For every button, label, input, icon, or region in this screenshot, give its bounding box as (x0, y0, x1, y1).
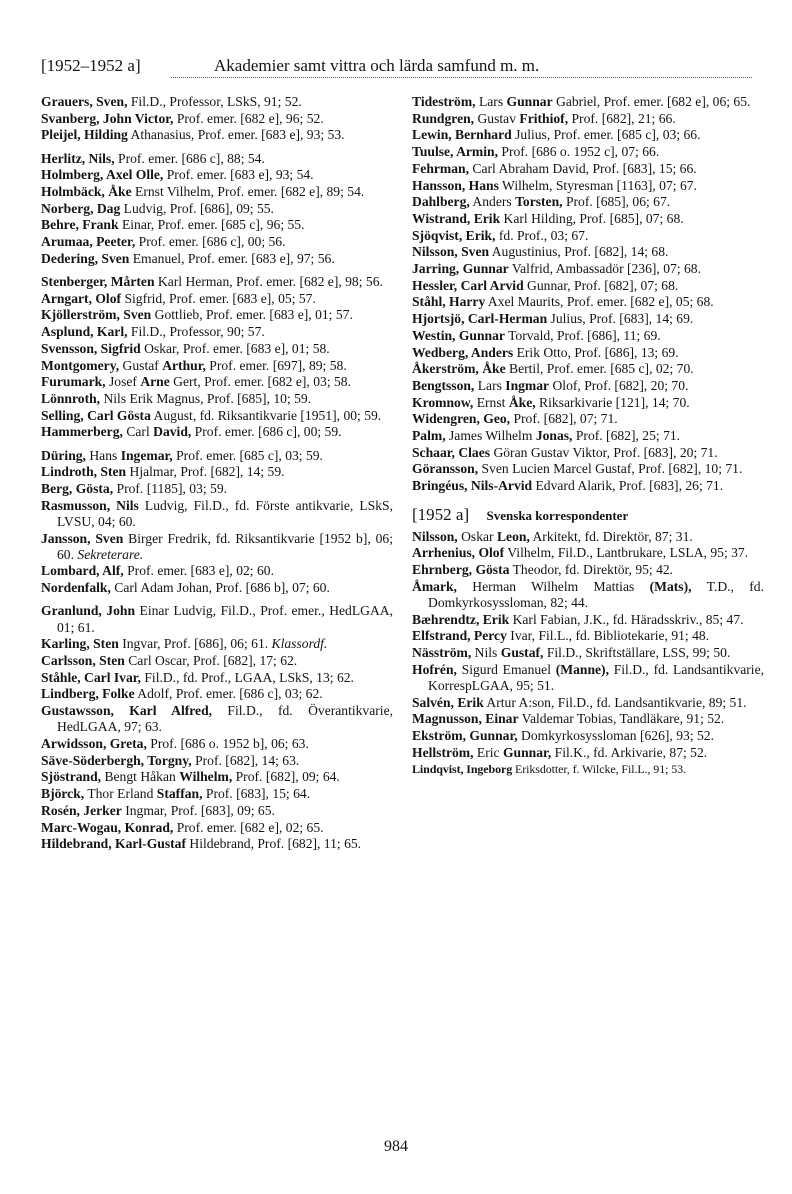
entry-details: Eric (473, 744, 503, 760)
entry-name: Åkerström, Åke (412, 361, 506, 377)
entry-details: Fil.D., Professor, 90; 57. (127, 324, 265, 340)
entry-details: Ingvar, Prof. [686], 06; 61. (118, 636, 272, 652)
entry-name: Ehrnberg, Gösta (412, 561, 510, 577)
entry-details: Hildebrand, Prof. [682], 11; 65. (186, 836, 362, 852)
list-item (41, 820, 393, 836)
header-range: [1952–1952 a] (41, 56, 141, 75)
list-item (41, 636, 393, 652)
entry-name: Bæhrendtz, Erik (412, 611, 510, 627)
entry-name: Herlitz, Nils, (41, 150, 115, 166)
entry-name: Åke, (508, 394, 536, 410)
entry-details: Prof. emer. [686 c], 00; 59. (191, 424, 342, 440)
list-item (412, 178, 764, 194)
entry-details: Ivar, Fil.L., fd. Bibliotekarie, 91; 48. (506, 628, 710, 644)
entry-details: Carl Abraham David, Prof. [683], 15; 66. (469, 160, 697, 176)
entry-details: Nils Erik Magnus, Prof. [685], 10; 59. (100, 390, 312, 406)
list-item (412, 529, 764, 545)
entry-details: Thor Erland (84, 786, 157, 802)
entry-name: Hildebrand, Karl-Gustaf (41, 836, 187, 852)
entry-details: Nils (471, 645, 501, 660)
entry-role: Klassordf. (271, 636, 328, 652)
entry-name: Schaar, Claes (412, 444, 491, 460)
entry-details: Gabriel, Prof. emer. [682 e], 06; 65. (552, 94, 751, 109)
entry-details: James Wilhelm (445, 428, 536, 444)
list-item (41, 184, 393, 200)
list-item (412, 662, 764, 694)
entry-name: Wilhelm, (179, 769, 233, 785)
entry-name: Westin, Gunnar (412, 327, 505, 343)
right-column-entries (412, 94, 764, 494)
entry-name: Nilsson, (412, 528, 458, 544)
entry-details: Athanasius, Prof. emer. [683 e], 93; 53. (127, 127, 345, 143)
entry-details: Augustinius, Prof. [682], 14; 68. (489, 244, 669, 260)
list-item (412, 395, 764, 411)
entry-name: Arngart, Olof (41, 290, 122, 306)
list-item (412, 345, 764, 361)
list-item (412, 228, 764, 244)
entry-name: Säve-Söderbergh, Torgny, (41, 752, 192, 768)
entry-details: Gert, Prof. emer. [682 e], 03; 58. (169, 374, 351, 390)
entry-name: Lönnroth, (41, 390, 101, 406)
entry-details: Axel Maurits, Prof. emer. [682 e], 05; 68. (485, 294, 714, 310)
list-item (412, 194, 764, 210)
list-item (412, 579, 764, 611)
entry-name: Palm, (412, 428, 446, 444)
entry-details: Prof. [682], 14; 63. (191, 752, 300, 768)
entry-name: (Mats), (649, 578, 692, 594)
entry-details: Valfrid, Ambassadör [236], 07; 68. (508, 261, 701, 277)
entry-details: Anders (469, 194, 516, 210)
list-item (412, 111, 764, 127)
entry-name: Svanberg, John Victor, (41, 110, 174, 126)
list-item (41, 391, 393, 407)
entry-details: Fil.D., fd. Landsantikvarie, KorrespLGAA, 95; 51. (428, 661, 765, 693)
entry-details: Torvald, Prof. [686], 11; 69. (504, 327, 661, 343)
entry-details: Julius, Prof. emer. [685 c], 03; 66. (511, 127, 701, 143)
entry-details: Vilhelm, Fil.D., Lantbrukare, LSLA, 95; 37. (504, 545, 749, 561)
entry-name: Wedberg, Anders (412, 344, 514, 360)
entry-name: Ståhl, Harry (412, 294, 486, 310)
entry-details: Wilhelm, Styresman [1163], 07; 67. (498, 177, 697, 193)
list-item (41, 603, 393, 635)
list-item (41, 291, 393, 307)
entry-name: Holmberg, Axel Olle, (41, 167, 164, 183)
list-item (41, 324, 393, 340)
entry-details: Olof, Prof. [682], 20; 70. (549, 377, 689, 393)
entry-name: Ståhle, Carl Ivar, (41, 669, 141, 685)
entry-name: Magnusson, Einar (412, 711, 519, 727)
list-item (41, 341, 393, 357)
entry-details: Adolf, Prof. emer. [686 c], 03; 62. (134, 686, 323, 702)
list-item (412, 161, 764, 177)
entry-details: Valdemar Tobias, Tandläkare, 91; 52. (518, 711, 725, 727)
entry-name: Nilsson, Sven (412, 244, 490, 260)
entry-name: Leon, (496, 528, 530, 544)
list-item (412, 461, 764, 477)
entry-details: Lars (474, 377, 506, 393)
entry-details: Artur A:son, Fil.D., fd. Landsantikvarie, 89; 51. (483, 694, 747, 710)
entry-details: Sigurd Emanuel (456, 661, 556, 677)
list-item (41, 127, 393, 143)
entry-name: Frithiof, (519, 110, 569, 126)
section-code: [1952 a] (412, 505, 470, 525)
entry-details: Arkitekt, fd. Direktör, 87; 31. (529, 528, 693, 544)
entry-name: Arthur, (162, 357, 206, 373)
entry-name: Hjortsjö, Carl-Herman (412, 311, 548, 327)
list-item (41, 217, 393, 233)
list-item (41, 580, 393, 596)
entry-details: Birger Fredrik, fd. Riksantikvarie [1952 b], 06; 60. (57, 530, 393, 562)
entry-details: Julius, Prof. [683], 14; 69. (547, 311, 694, 327)
entry-details: Prof. [682], 21; 66. (568, 110, 676, 126)
entry-name: Arne (140, 374, 170, 390)
entry-details: Prof. emer. [697], 89; 58. (205, 357, 347, 373)
list-item (41, 448, 393, 464)
entry-details: Josef (105, 374, 141, 390)
list-item (41, 274, 393, 290)
entry-details: Herman Wilhelm Mattias (456, 578, 650, 594)
entry-name: Hessler, Carl Arvid (412, 277, 524, 293)
entry-name: Torsten, (515, 194, 563, 210)
entry-details: Prof. emer. [686 c], 00; 56. (135, 234, 286, 250)
list-item (412, 612, 764, 628)
entry-name: Kromnow, (412, 394, 474, 410)
page-number: 984 (384, 1138, 408, 1155)
entry-details: Emanuel, Prof. emer. [683 e], 97; 56. (129, 250, 335, 266)
entry-name: Arwidsson, Greta, (41, 736, 147, 752)
entry-name: Widengren, Geo, (412, 411, 511, 427)
entry-details: Domkyrkosyssloman [626], 93; 52. (517, 728, 714, 744)
entry-details: Prof. [682], 09; 64. (232, 769, 340, 785)
entry-name: Hansson, Hans (412, 177, 499, 193)
entry-name: Lewin, Bernhard (412, 127, 512, 143)
entry-details: Prof. [686 o. 1952 b], 06; 63. (146, 736, 309, 752)
entry-details: Einar Ludvig, Fil.D., Prof. emer., HedLGAA, 01; 61. (57, 603, 393, 635)
list-item (412, 294, 764, 310)
entry-name: Gustawsson, Karl Alfred, (41, 703, 213, 719)
list-item (412, 144, 764, 160)
entry-details: Gottlieb, Prof. emer. [683 e], 01; 57. (151, 307, 353, 323)
section-title: Svenska korrespondenter (486, 508, 629, 524)
entry-name: Arrhenius, Olof (412, 545, 505, 561)
entry-name: Grauers, Sven, (41, 94, 128, 109)
entry-name: Lombard, Alf, (41, 563, 124, 579)
entry-details: Ludvig, Prof. [686], 09; 55. (120, 200, 274, 216)
entry-details: Prof. [686 o. 1952 c], 07; 66. (498, 144, 660, 160)
list-item (41, 94, 393, 110)
list-item (412, 378, 764, 394)
list-item (412, 545, 764, 561)
section-entries (412, 529, 764, 778)
entry-details: Fil.D., Skriftställare, LSS, 99; 50. (543, 645, 731, 660)
entry-details: Carl Adam Johan, Prof. [686 b], 07; 60. (110, 580, 330, 596)
entry-name: Granlund, John (41, 603, 136, 619)
right-column (412, 94, 764, 778)
list-item (412, 728, 764, 744)
list-item (412, 244, 764, 260)
entry-name: Gustaf, (500, 645, 544, 660)
entry-name: Berg, Gösta, (41, 480, 114, 496)
entry-name: Ekström, Gunnar, (412, 728, 518, 744)
entry-details: Sven Lucien Marcel Gustaf, Prof. [682], 10; 71. (478, 461, 743, 477)
list-item (412, 711, 764, 727)
list-item (41, 481, 393, 497)
entry-name: Selling, Carl Gösta (41, 407, 151, 423)
entry-details: Oskar (457, 528, 497, 544)
entry-details: Ingmar, Prof. [683], 09; 65. (121, 802, 275, 818)
list-item (41, 234, 393, 250)
entry-name: Bengtsson, (412, 377, 475, 393)
entry-details: Prof. [682], 07; 71. (510, 411, 618, 427)
list-item (41, 374, 393, 390)
entry-details: T.D., fd. Domkyrkosyssloman, 82; 44. (428, 578, 764, 610)
entry-details: Erik Otto, Prof. [686], 13; 69. (513, 344, 679, 360)
entry-name: Wistrand, Erik (412, 210, 501, 226)
entry-name: Björck, (41, 786, 85, 802)
entry-name: (Manne), (555, 661, 609, 677)
entry-details: Oskar, Prof. emer. [683 e], 01; 58. (140, 340, 330, 356)
list-item (412, 311, 764, 327)
list-item (412, 261, 764, 277)
list-item (41, 424, 393, 440)
entry-name: Salvén, Erik (412, 694, 484, 710)
entry-name: Göransson, (412, 461, 479, 477)
entry-details: Gustav (474, 110, 520, 126)
entry-name: Fehrman, (412, 160, 470, 176)
list-item (412, 562, 764, 578)
entry-details: August, fd. Riksantikvarie [1951], 00; 59. (150, 407, 382, 423)
entry-details: Prof. [1185], 03; 59. (113, 480, 228, 496)
list-item (41, 307, 393, 323)
entry-name: Carlsson, Sten (41, 653, 125, 668)
entry-details: Ernst (473, 394, 509, 410)
list-item (41, 753, 393, 769)
entry-name: Ingmar (505, 377, 550, 393)
entry-name: Montgomery, (41, 357, 120, 373)
entry-details: Einar, Prof. emer. [685 c], 96; 55. (118, 217, 305, 233)
list-item (412, 94, 764, 110)
entry-details: Fil.D., fd. Prof., LGAA, LSkS, 13; 62. (140, 669, 354, 685)
entry-details: Prof. emer. [683 e], 93; 54. (163, 167, 314, 183)
list-item (41, 769, 393, 785)
entry-details: Prof. emer. [686 c], 88; 54. (114, 150, 265, 166)
entry-details: Ernst Vilhelm, Prof. emer. [682 e], 89; 54. (131, 184, 365, 200)
entry-role: Sekreterare. (77, 546, 144, 562)
list-item (41, 167, 393, 183)
entry-name: Elfstrand, Percy (412, 628, 507, 644)
entry-details: Prof. [682], 25; 71. (572, 428, 681, 444)
entry-name: Asplund, Karl, (41, 324, 128, 340)
entry-name: Dahlberg, (412, 194, 470, 210)
entry-details: Karl Fabian, J.K., fd. Häradsskriv., 85; 47. (509, 611, 744, 627)
list-item (41, 803, 393, 819)
entry-details: Bertil, Prof. emer. [685 c], 02; 70. (505, 361, 694, 377)
entry-name: Svensson, Sigfrid (41, 340, 141, 356)
entry-name: Gunnar (506, 94, 553, 109)
page-header (41, 50, 752, 82)
section-heading (412, 507, 764, 524)
list-item (412, 411, 764, 427)
entry-details: Prof. emer. [682 e], 02; 65. (173, 819, 324, 835)
entry-details: fd. Prof., 03; 67. (495, 227, 589, 243)
entry-name: Jansson, Sven (41, 530, 124, 546)
entry-details: Fil.D., Professor, LSkS, 91; 52. (127, 94, 302, 109)
entry-details: Carl (122, 424, 154, 440)
entry-details: Prof. emer. [685 c], 03; 59. (172, 447, 323, 463)
entry-name: Rasmusson, Nils (41, 497, 139, 513)
entry-name: Dedering, Sven (41, 250, 130, 266)
list-item (41, 531, 393, 563)
entry-name: Åmark, (412, 578, 457, 594)
entry-details: Carl Oscar, Prof. [682], 17; 62. (124, 653, 298, 668)
list-item (41, 786, 393, 802)
entry-name: Staffan, (156, 786, 203, 802)
entry-details: Gunnar, Prof. [682], 07; 68. (523, 277, 679, 293)
entry-details: Riksarkivarie [121], 14; 70. (535, 394, 690, 410)
list-item (41, 653, 393, 669)
list-item (412, 428, 764, 444)
entry-name: Furumark, (41, 374, 106, 390)
entry-name: Marc-Wogau, Konrad, (41, 819, 174, 835)
entry-name: Jarring, Gunnar (412, 261, 509, 277)
list-item (41, 703, 393, 735)
entry-details: Ludvig, Fil.D., fd. Förste antikvarie, LSkS, LVSU, 04; 60. (57, 497, 393, 529)
entry-name: Lindberg, Folke (41, 686, 135, 702)
list-item (412, 211, 764, 227)
list-item (412, 478, 764, 494)
entry-details: Fil.D., fd. Överantikvarie, HedLGAA, 97; 63. (57, 703, 393, 735)
entry-name: Lindqvist, Ingeborg (412, 762, 513, 777)
entry-name: Bringéus, Nils-Arvid (412, 478, 533, 494)
entry-name: Tuulse, Armin, (412, 144, 498, 160)
entry-details: Prof. emer. [683 e], 02; 60. (123, 563, 274, 579)
entry-name: Kjöllerström, Sven (41, 307, 152, 323)
entry-details: Hjalmar, Prof. [682], 14; 59. (126, 464, 285, 480)
list-item (412, 761, 764, 777)
entry-name: Arumaa, Peeter, (41, 234, 136, 250)
left-column (41, 94, 393, 853)
entry-details: Karl Herman, Prof. emer. [682 e], 98; 56. (154, 274, 383, 290)
list-item (412, 695, 764, 711)
list-item (41, 563, 393, 579)
list-item (412, 328, 764, 344)
entry-name: Behre, Frank (41, 217, 119, 233)
list-item (41, 408, 393, 424)
entry-details: Prof. [685], 06; 67. (562, 194, 671, 210)
entry-details: Prof. emer. [682 e], 96; 52. (173, 110, 324, 126)
header-dotted-rule (171, 77, 752, 78)
entry-details: Eriksdotter, f. Wilcke, Fil.L., 91; 53. (512, 762, 686, 777)
list-item (412, 361, 764, 377)
entry-details: Edvard Alarik, Prof. [683], 26; 71. (532, 478, 724, 494)
entry-name: Hellström, (412, 744, 474, 760)
entry-name: Hofrén, (412, 661, 457, 677)
list-item (41, 498, 393, 530)
list-item (41, 358, 393, 374)
entry-name: Nordenfalk, (41, 580, 111, 596)
entry-details: Fil.K., fd. Arkivarie, 87; 52. (551, 744, 708, 760)
entry-name: Ingemar, (120, 447, 173, 463)
list-item (412, 445, 764, 461)
entry-name: Tideström, (412, 94, 476, 109)
list-item (41, 686, 393, 702)
entry-details: Lars (475, 94, 507, 109)
entry-details: Göran Gustav Viktor, Prof. [683], 20; 71. (490, 444, 718, 460)
list-item (41, 111, 393, 127)
entry-name: Rosén, Jerker (41, 802, 122, 818)
entry-name: Hammerberg, (41, 424, 123, 440)
list-item (41, 736, 393, 752)
entry-name: Holmbäck, Åke (41, 184, 132, 200)
list-item (412, 645, 764, 661)
entry-name: Gunnar, (502, 744, 552, 760)
entry-name: Norberg, Dag (41, 200, 121, 216)
entry-name: Jonas, (535, 428, 573, 444)
entry-details: Karl Hilding, Prof. [685], 07; 68. (500, 210, 684, 226)
entry-details: Theodor, fd. Direktör, 95; 42. (509, 561, 674, 577)
entry-details: Hans (85, 447, 121, 463)
list-item (41, 670, 393, 686)
list-item (412, 628, 764, 644)
entry-name: Näsström, (412, 645, 472, 660)
entry-name: Düring, (41, 447, 86, 463)
list-item (41, 251, 393, 267)
entry-name: Karling, Sten (41, 636, 119, 652)
entry-name: Sjöstrand, (41, 769, 102, 785)
entry-name: Rundgren, (412, 110, 475, 126)
entry-name: Stenberger, Mårten (41, 274, 155, 290)
entry-name: Lindroth, Sten (41, 464, 127, 480)
entry-name: Pleijel, Hilding (41, 127, 128, 143)
entry-name: Sjöqvist, Erik, (412, 227, 496, 243)
list-item (412, 278, 764, 294)
list-item (41, 151, 393, 167)
entry-details: Bengt Håkan (101, 769, 180, 785)
entry-details: Prof. [683], 15; 64. (202, 786, 311, 802)
entry-name: David, (153, 424, 192, 440)
header-title: Akademier samt vittra och lärda samfund m. m. (214, 56, 540, 75)
entry-details: Gustaf (119, 357, 163, 373)
entry-details: Sigfrid, Prof. emer. [683 e], 05; 57. (121, 290, 316, 306)
list-item (41, 836, 393, 852)
list-item (41, 464, 393, 480)
list-item (412, 127, 764, 143)
list-item (412, 745, 764, 761)
list-item (41, 201, 393, 217)
